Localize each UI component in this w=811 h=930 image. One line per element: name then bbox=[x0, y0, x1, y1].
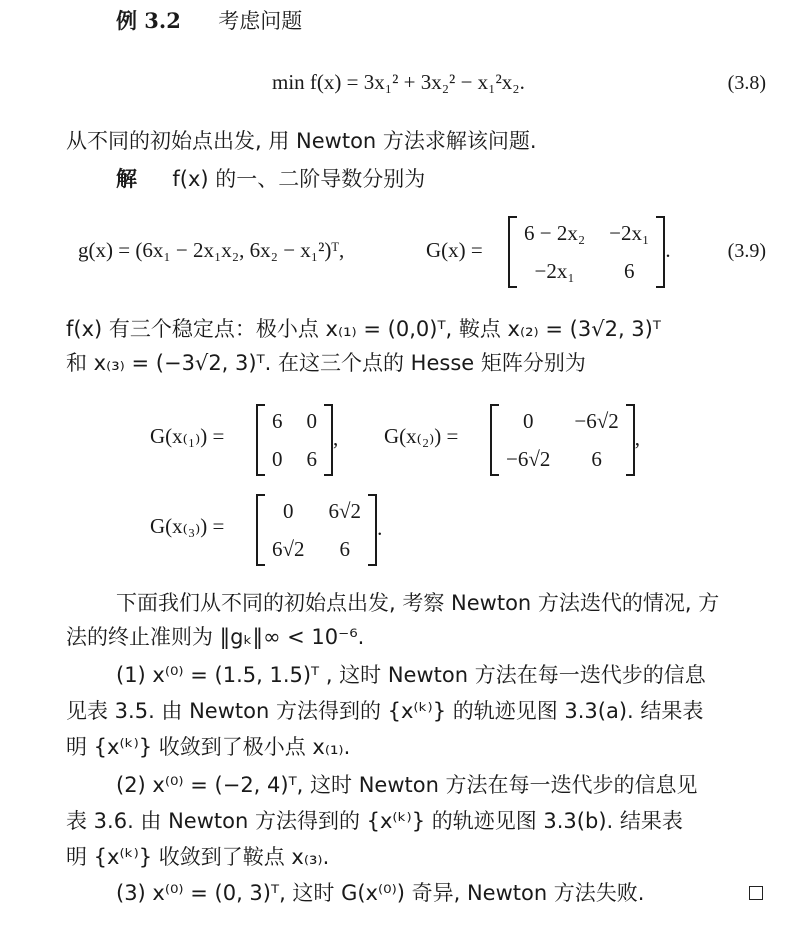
case-1-line3: 明 {x⁽ᵏ⁾} 收敛到了极小点 x₍₁₎. bbox=[66, 735, 351, 759]
gradient-expression: g(x) = (6x₁ − 2x₁x₂, 6x₂ − x₁²)ᵀ, bbox=[78, 238, 345, 262]
matrix-cell: −2x₁ bbox=[534, 259, 575, 283]
matrix-cell: 6 bbox=[272, 409, 283, 433]
solution-intro bbox=[116, 164, 425, 194]
matrix-cell: −6√2 bbox=[506, 447, 551, 471]
solution-label: 解 bbox=[116, 167, 137, 191]
example-intro: 考虑问题 bbox=[218, 9, 303, 33]
matrix-cell: 6√2 bbox=[272, 537, 305, 561]
problem-statement: 从不同的初始点出发, 用 Newton 方法求解该问题. bbox=[66, 129, 537, 153]
equation-number-3-9: (3.9) bbox=[727, 240, 766, 262]
hessian-label: G(x) = bbox=[426, 238, 483, 262]
hessian-matrix: 6 − 2x₂ −2x₁ −2x₁ 6 . bbox=[508, 216, 671, 288]
matrix-cell: 6 bbox=[591, 447, 602, 471]
matrix-cell: −6√2 bbox=[574, 409, 619, 433]
matrix-cell: 0 bbox=[306, 409, 317, 433]
G1-label: G(x₍₁₎) = bbox=[150, 424, 225, 448]
G3-label: G(x₍₃₎) = bbox=[150, 514, 225, 538]
G1-matrix: 6 0 0 6 , bbox=[256, 404, 338, 476]
stationary-points-line1: f(x) 有三个稳定点：极小点 x₍₁₎ = (0,0)ᵀ, 鞍点 x₍₂₎ = (3√2, 3)ᵀ bbox=[66, 317, 661, 341]
example-header bbox=[116, 6, 302, 36]
case-2-line1: (2) x⁽⁰⁾ = (−2, 4)ᵀ, 这时 Newton 方法在每一迭代步的信息见 bbox=[116, 773, 698, 797]
case-2-line3: 明 {x⁽ᵏ⁾} 收敛到了鞍点 x₍₃₎. bbox=[66, 845, 330, 869]
matrix-cell: 0 bbox=[522, 409, 534, 433]
matrix-cell: 6√2 bbox=[328, 499, 362, 523]
G2-matrix: 0 −6√2 −6√2 6 , bbox=[490, 404, 640, 476]
paragraph-line: 下面我们从不同的初始点出发, 考察 Newton 方法迭代的情况, 方 bbox=[116, 591, 720, 615]
equation-3-8: min f(x) = 3x₁² + 3x₂² − x₁²x₂. bbox=[272, 70, 525, 94]
solution-text: f(x) 的一、二阶导数分别为 bbox=[172, 167, 426, 191]
G2-label: G(x₍₂₎) = bbox=[384, 424, 459, 448]
case-1-line2: 见表 3.5. 由 Newton 方法得到的 {x⁽ᵏ⁾} 的轨迹见图 3.3(a). 结果表 bbox=[66, 699, 704, 723]
stationary-points-line2: 和 x₍₃₎ = (−3√2, 3)ᵀ. 在这三个点的 Hesse 矩阵分别为 bbox=[66, 351, 586, 375]
matrix-cell: 6 bbox=[624, 259, 635, 283]
example-label: 例 3.2 bbox=[116, 8, 181, 33]
case-1-line1: (1) x⁽⁰⁾ = (1.5, 1.5)ᵀ , 这时 Newton 方法在每一迭代步的信息 bbox=[116, 663, 706, 687]
matrix-cell: 0 bbox=[272, 447, 283, 471]
matrix-cell: 6 bbox=[339, 537, 351, 561]
paragraph-line: 法的终止准则为 ‖gₖ‖∞ < 10⁻⁶. bbox=[66, 625, 365, 649]
matrix-cell: 6 − 2x₂ bbox=[524, 221, 586, 245]
matrix-cell: 6 bbox=[306, 447, 317, 471]
hessian-matrix-bracket bbox=[508, 216, 665, 288]
matrix-cell: −2x₁ bbox=[609, 221, 650, 245]
equation-number-3-8: (3.8) bbox=[727, 72, 766, 94]
qed-square-icon bbox=[749, 886, 763, 900]
matrix-cell: 0 bbox=[283, 499, 294, 523]
G3-matrix: 0 6√2 6√2 6 . bbox=[256, 494, 382, 566]
case-3-line: (3) x⁽⁰⁾ = (0, 3)ᵀ, 这时 G(x⁽⁰⁾) 奇异, Newton 方法失败. bbox=[116, 881, 645, 905]
case-2-line2: 表 3.6. 由 Newton 方法得到的 {x⁽ᵏ⁾} 的轨迹见图 3.3(b). 结果表 bbox=[66, 809, 683, 833]
